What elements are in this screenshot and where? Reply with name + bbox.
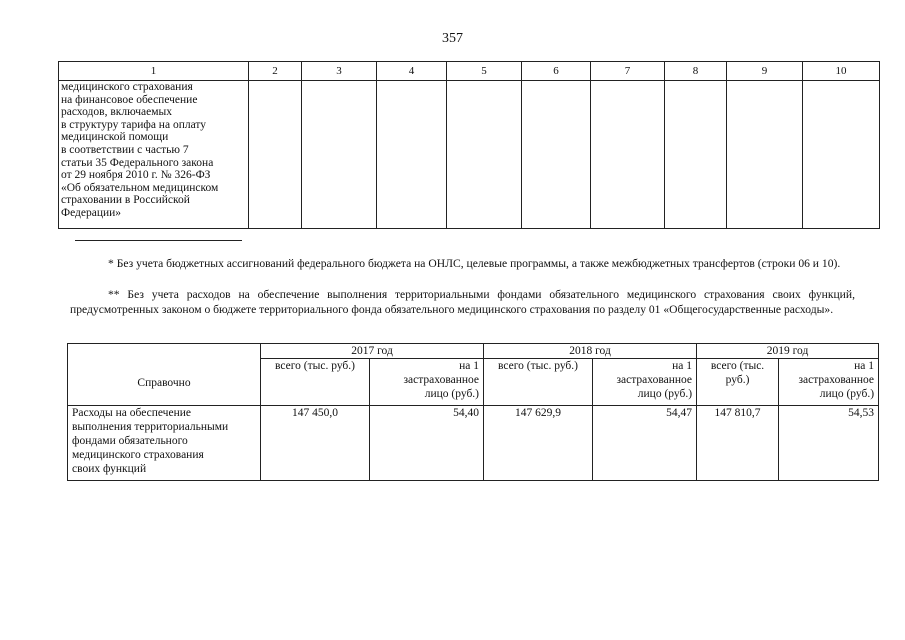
empty-cell [591, 81, 665, 229]
empty-cell [377, 81, 447, 229]
reference-label-header: Справочно [68, 344, 261, 406]
text-line: «Об обязательном медицинском [61, 181, 219, 194]
value-2017-per-insured: 54,40 [370, 406, 484, 481]
column-number: 8 [665, 62, 727, 81]
per-insured-header: на 1 застрахованное лицо (руб.) [593, 359, 697, 406]
column-number: 9 [727, 62, 803, 81]
total-header: всего (тыс. руб.) [261, 359, 370, 406]
empty-cell [447, 81, 522, 229]
page-number: 357 [442, 31, 463, 46]
column-number: 10 [803, 62, 880, 81]
text-line: в структуру тарифа на оплату [61, 118, 207, 131]
footnote-1: * Без учета бюджетных ассигнований федерального бюджета на ОНЛС, целевые программы, а также межбюджетных трансфертов (строки 06 и 10). [108, 257, 841, 270]
row-description [59, 81, 249, 229]
per-insured-header: на 1 застрахованное лицо (руб.) [779, 359, 879, 406]
column-number: 3 [302, 62, 377, 81]
per-insured-header: на 1 застрахованное лицо (руб.) [370, 359, 484, 406]
column-number: 1 [59, 62, 249, 81]
text-line: от 29 ноября 2010 г. № 326-ФЗ [61, 169, 211, 182]
empty-cell [302, 81, 377, 229]
text-line: медицинской помощи [61, 131, 169, 144]
column-number: 5 [447, 62, 522, 81]
reference-table [67, 343, 879, 481]
continuation-table [58, 61, 880, 229]
table-row [59, 81, 880, 229]
year-2018-header: 2018 год [484, 344, 697, 359]
text-line: медицинского страхования [61, 81, 193, 93]
value-2018-total: 147 629,9 [484, 406, 593, 481]
value-2017-total: 147 450,0 [261, 406, 370, 481]
column-number-row [59, 62, 880, 81]
year-2017-header: 2017 год [261, 344, 484, 359]
row-label: Расходы на обеспечение выполнения территориальными фондами обязательного медицинского страхования своих функций [68, 406, 261, 481]
empty-cell [522, 81, 591, 229]
text-line: расходов, включаемых [61, 106, 172, 119]
column-number: 6 [522, 62, 591, 81]
value-2019-per-insured: 54,53 [779, 406, 879, 481]
text-line: страховании в Российской [61, 194, 190, 207]
value-2019-total: 147 810,7 [697, 406, 779, 481]
empty-cell [727, 81, 803, 229]
total-header: всего (тыс. руб.) [484, 359, 593, 406]
column-number: 7 [591, 62, 665, 81]
text-line: Федерации» [61, 206, 122, 219]
empty-cell [249, 81, 302, 229]
text-line: в соответствии с частью 7 [61, 143, 189, 156]
footnote-separator [75, 240, 242, 241]
empty-cell [665, 81, 727, 229]
year-2019-header: 2019 год [697, 344, 879, 359]
text-line: статьи 35 Федерального закона [61, 156, 214, 169]
column-number: 2 [249, 62, 302, 81]
value-2018-per-insured: 54,47 [593, 406, 697, 481]
year-header-row [68, 344, 879, 359]
table-row [68, 406, 879, 481]
text-line: на финансовое обеспечение [61, 93, 198, 106]
total-header: всего (тыс. руб.) [697, 359, 779, 406]
empty-cell [803, 81, 880, 229]
column-number: 4 [377, 62, 447, 81]
footnote-2: ** Без учета расходов на обеспечение выполнения территориальными фондами обязательного медицинского страхования своих функций, предусмотренных законом о бюджете территориального фонда обязательного медицинского страхования по разделу 01 «Общегосударственные расходы». [70, 288, 855, 316]
